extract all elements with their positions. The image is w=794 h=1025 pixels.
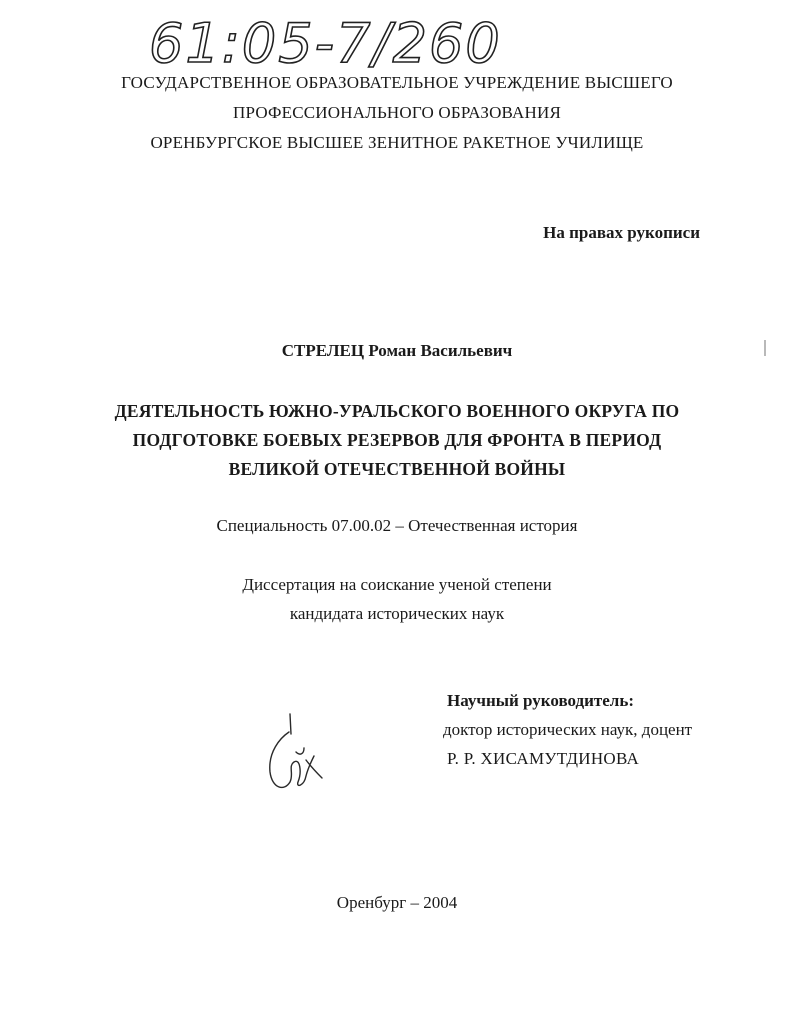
title-line-1: ДЕЯТЕЛЬНОСТЬ ЮЖНО-УРАЛЬСКОГО ВОЕННОГО ОКРУГА ПО xyxy=(114,401,680,421)
author-name xyxy=(0,341,794,361)
manuscript-rights-note: На правах рукописи xyxy=(543,223,700,242)
title-line-3: ВЕЛИКОЙ ОТЕЧЕСТВЕННОЙ ВОЙНЫ xyxy=(228,459,566,479)
handwritten-archive-number xyxy=(145,4,502,76)
supervisor-name: Р. Р. ХИСАМУТДИНОВА xyxy=(447,749,640,768)
place-and-year: Оренбург – 2004 xyxy=(336,893,458,912)
author-given-names: Роман Васильевич xyxy=(368,341,513,360)
degree-line-1: Диссертация на соискание ученой степени xyxy=(242,575,552,594)
institution-line-2: ПРОФЕССИОНАЛЬНОГО ОБРАЗОВАНИЯ xyxy=(232,103,561,122)
supervisor-rank: доктор исторических наук, доцент xyxy=(443,720,693,739)
dissertation-title xyxy=(0,397,794,484)
signature xyxy=(260,712,330,802)
institution-line-1: ГОСУДАРСТВЕННОЕ ОБРАЗОВАТЕЛЬНОЕ УЧРЕЖДЕНИЕ ВЫСШЕГО xyxy=(121,73,673,92)
archive-number-text: 61:05-7/260 xyxy=(149,12,502,75)
signature-scribble xyxy=(260,712,330,802)
degree-line-2: кандидата исторических наук xyxy=(289,604,505,623)
specialty: Специальность 07.00.02 – Отечественная история xyxy=(216,516,578,535)
supervisor-heading: Научный руководитель: xyxy=(447,691,634,710)
archive-number-handwriting xyxy=(145,4,502,76)
institution-line-3: ОРЕНБУРГСКОЕ ВЫСШЕЕ ЗЕНИТНОЕ РАКЕТНОЕ УЧИЛИЩЕ xyxy=(150,133,644,152)
author-surname: СТРЕЛЕЦ xyxy=(281,341,365,360)
title-line-2: ПОДГОТОВКЕ БОЕВЫХ РЕЗЕРВОВ ДЛЯ ФРОНТА В ПЕРИОД xyxy=(132,430,662,450)
